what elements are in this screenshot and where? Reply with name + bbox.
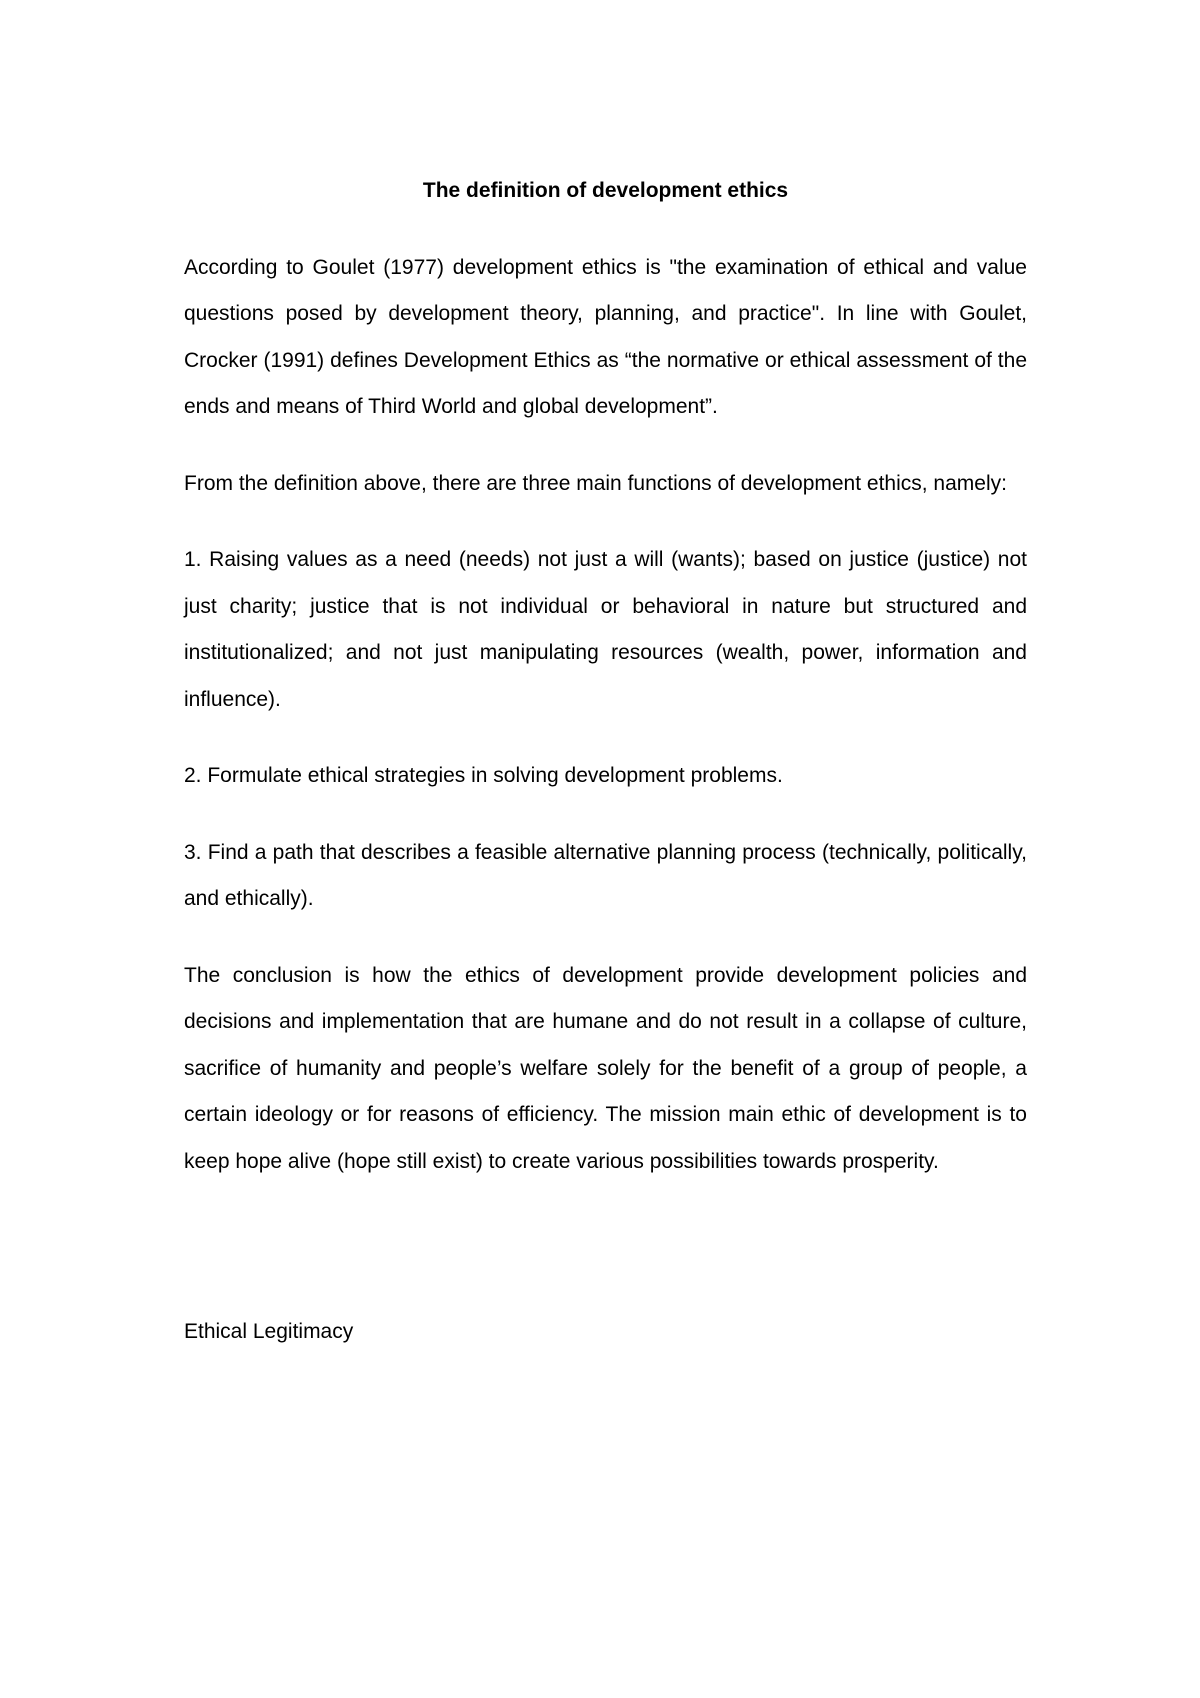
paragraph-goulet-definition: According to Goulet (1977) development ethics is "the examination of ethical and value questions posed by development theory, planning, and practice". In line with Goulet, Crocker (1991) defines Development Ethics as “the normative or ethical assessment of the ends and means of Third World and global development”. [184, 255, 1027, 418]
list-item-function-1: 1. Raising values as a need (needs) not just a will (wants); based on justice (justice) not just charity; justice that is not individual or behavioral in nature but structured and institutionalized; and not just manipulating resources (wealth, power, information and influence). [184, 548, 1027, 711]
paragraph-functions-intro: From the definition above, there are three main functions of development ethics, namely: [184, 471, 1007, 495]
document-title: The definition of development ethics [422, 179, 789, 202]
list-item-function-3: 3. Find a path that describes a feasible alternative planning process (technically, politically, and ethically). [184, 840, 1027, 910]
document-body [184, 168, 1027, 1356]
section-heading-ethical-legitimacy: Ethical Legitimacy [184, 1320, 354, 1343]
paragraph-conclusion: The conclusion is how the ethics of development provide development policies and decisions and implementation that are humane and do not result in a collapse of culture, sacrifice of humanity and people’s welfare solely for the benefit of a group of people, a certain ideology or for reasons of efficiency. The mission main ethic of development is to keep hope alive (hope still exist) to create various possibilities towards prosperity. [184, 963, 1027, 1173]
list-item-function-2: 2. Formulate ethical strategies in solving development problems. [184, 764, 783, 787]
